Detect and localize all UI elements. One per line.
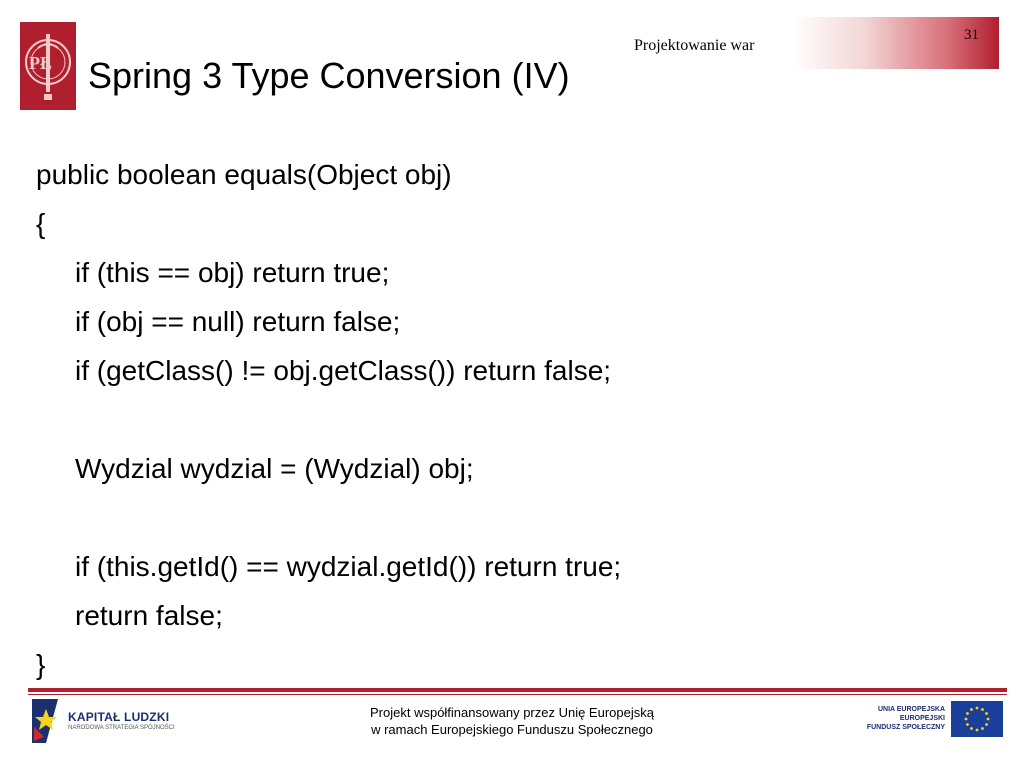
eu-flag-icon [951,701,1003,737]
eu-star [976,729,979,732]
eu-star [970,708,973,711]
eu-text-line: UNIA EUROPEJSKA [877,706,945,713]
eu-star [970,727,973,730]
university-logo [20,22,76,110]
logo-text: PŁ [29,53,53,73]
eu-star [981,708,984,711]
eu-star [966,712,969,715]
funding-line-2: w ramach Europejskiego Funduszu Społecznego [371,722,653,737]
code-line: public boolean equals(Object obj) [36,159,452,190]
code-line: } [36,649,46,680]
eu-star [966,723,969,726]
footer-divider-thin [28,694,1007,695]
code-line: { [36,208,46,239]
code-line: if (getClass() != obj.getClass()) return false; [75,355,612,386]
code-line: return false; [75,600,223,631]
code-line-blank [36,395,621,444]
pl-university-emblem-icon [20,22,76,110]
code-line: if (this == obj) return true; [75,257,390,288]
kapital-ludzki-name: KAPITAŁ LUDZKI [68,710,170,724]
course-title: Projektowanie war [634,37,755,54]
eu-text-line: EUROPEJSKI [899,715,945,722]
eu-star [965,718,968,721]
code-line-blank [36,493,621,542]
eu-star [976,707,979,710]
slide-title: Spring 3 Type Conversion (IV) [88,55,570,96]
slide-number: 31 [964,27,979,43]
code-line: Wydzial wydzial = (Wydzial) obj; [75,453,474,484]
kapital-ludzki-star-icon [28,697,64,745]
kapital-ludzki-logo [28,697,188,747]
code-block [36,150,621,689]
eu-fund-label [853,705,945,732]
funding-statement [312,704,712,738]
eu-star [987,718,990,721]
kapital-ludzki-subtitle: NARODOWA STRATEGIA SPÓJNOŚCI [68,725,175,731]
eu-stars-ring [951,701,1003,737]
eu-star [985,723,988,726]
eu-star [985,712,988,715]
eu-text-line: FUNDUSZ SPOŁECZNY [866,724,945,731]
funding-line-1: Projekt współfinansowany przez Unię Europejską [370,705,654,720]
code-line: if (obj == null) return false; [75,306,401,337]
eu-star [981,727,984,730]
footer-divider [28,688,1007,692]
code-line: if (this.getId() == wydzial.getId()) return true; [75,551,622,582]
